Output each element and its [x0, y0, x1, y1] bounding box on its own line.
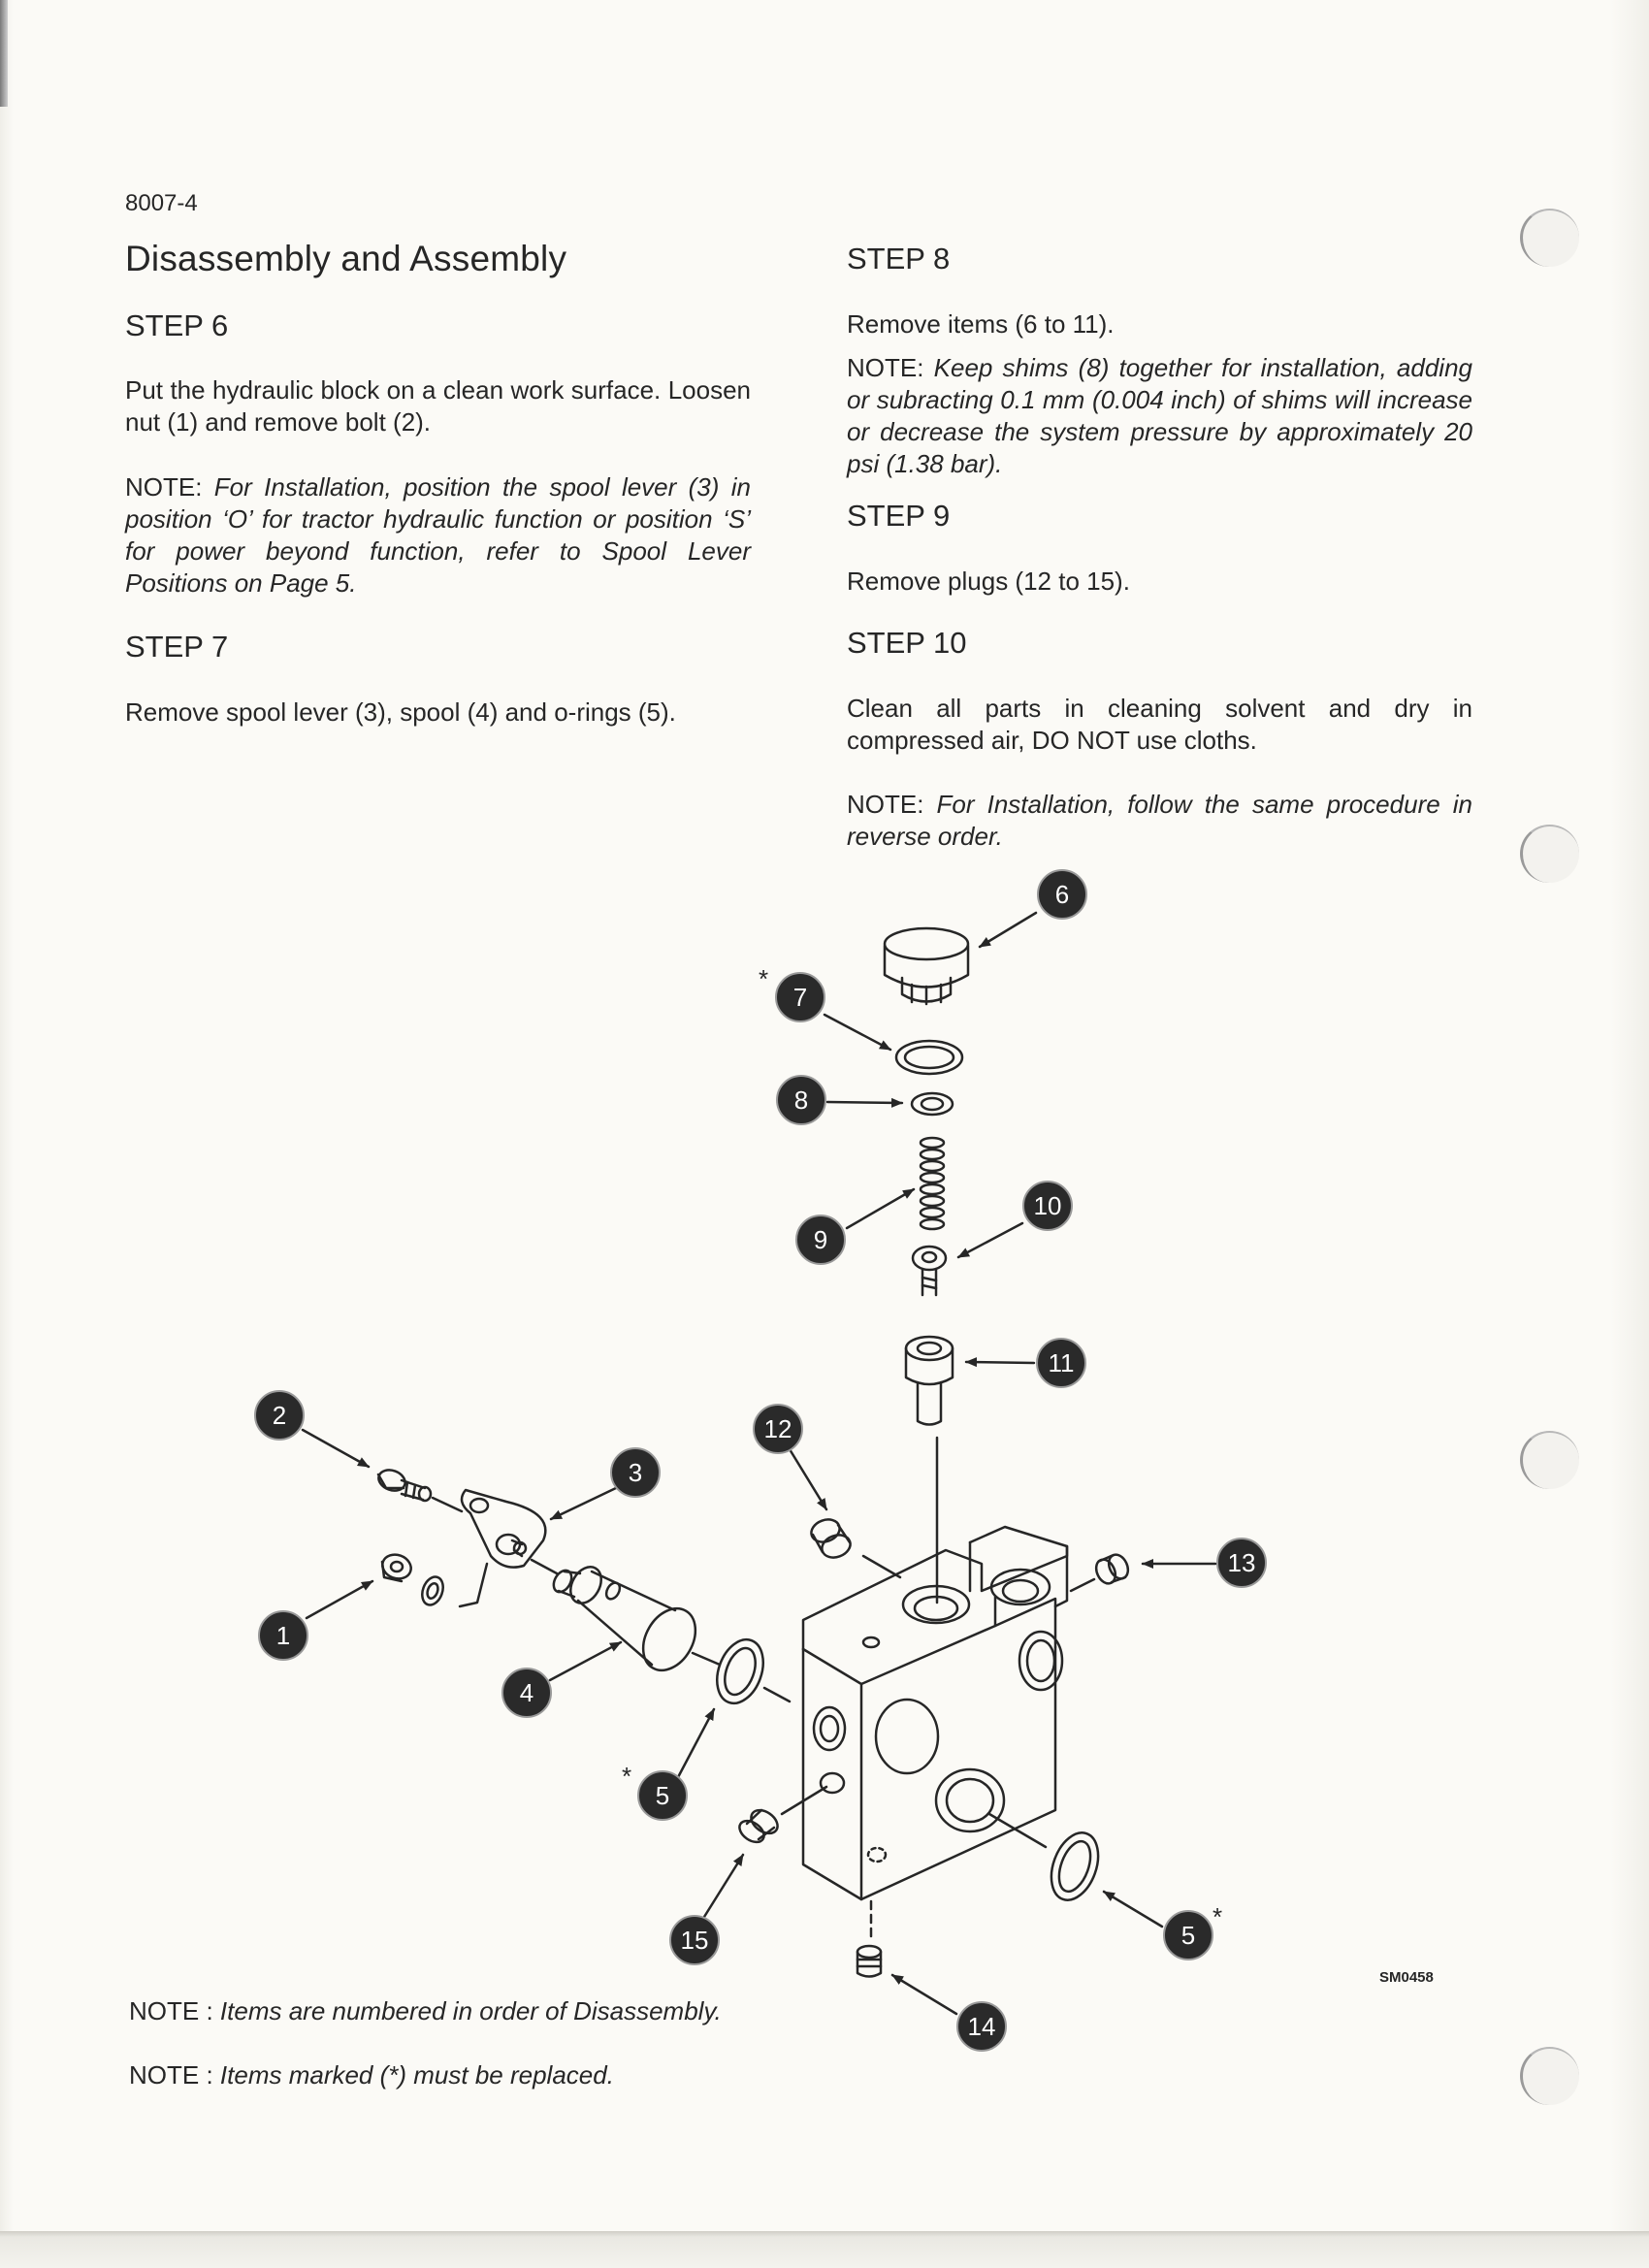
- leader-arrow: [704, 1855, 743, 1917]
- callout-badges: [255, 870, 1266, 2051]
- callout-11: [1037, 1339, 1085, 1387]
- callout-13-label: 13: [1227, 1548, 1256, 1577]
- callout-9-label: 9: [813, 1225, 828, 1254]
- leader-arrow: [1104, 1892, 1162, 1927]
- spool-part: [550, 1562, 706, 1680]
- cap-plug-part: [885, 928, 968, 1004]
- replace-marker-5-left: *: [622, 1762, 632, 1791]
- step-6-heading: STEP 6: [125, 308, 229, 342]
- step-7-heading: STEP 7: [125, 630, 229, 664]
- plug-14-part: [857, 1946, 881, 1977]
- leader-arrow: [847, 1189, 914, 1228]
- assembly-line: [693, 1653, 720, 1665]
- step-9-heading: STEP 9: [847, 499, 951, 533]
- callout-4-label: 4: [519, 1678, 534, 1707]
- callout-6-label: 6: [1054, 880, 1070, 909]
- plug-13-part: [1092, 1551, 1131, 1586]
- callout-10-label: 10: [1033, 1191, 1062, 1220]
- assembly-line: [433, 1498, 462, 1511]
- callout-7-label: 7: [792, 983, 808, 1012]
- replace-marker-5-right: *: [1212, 1902, 1223, 1931]
- callout-1-label: 1: [275, 1621, 291, 1650]
- bottom-note-1: [129, 1996, 722, 2026]
- step-9-text: Remove plugs (12 to 15).: [847, 567, 1130, 596]
- callout-8: [777, 1076, 825, 1124]
- plug-12-part: [808, 1516, 854, 1562]
- o-ring-5-left-part: [709, 1634, 772, 1710]
- callout-5-left-label: 5: [655, 1781, 670, 1810]
- leader-arrow: [551, 1487, 618, 1519]
- callout-5-left: [638, 1771, 687, 1820]
- leader-arrow: [307, 1581, 372, 1618]
- callout-15: [670, 1916, 719, 1964]
- leader-arrow: [958, 1223, 1022, 1257]
- callout-14: [957, 2002, 1006, 2051]
- note-text: For Installation, follow the same procedure in reverse order.: [847, 790, 1472, 851]
- figure-code: SM0458: [1379, 1969, 1434, 1986]
- callout-15-label: 15: [680, 1926, 709, 1955]
- callout-2-label: 2: [272, 1401, 287, 1430]
- step-10-heading: STEP 10: [847, 626, 967, 660]
- o-ring-5-right-part: [1043, 1827, 1107, 1907]
- bolt-part: [375, 1467, 431, 1501]
- leader-arrows: [303, 913, 1215, 2014]
- leader-arrow: [824, 1015, 890, 1050]
- note-label: NOTE:: [847, 790, 924, 819]
- nut-part: [379, 1551, 414, 1583]
- note-text: For Installation, position the spool lever (3) in position ‘O’ for tractor hydraulic function or position ‘S’ for power beyond function, refer to Spool Lever Positions on Page 5.: [125, 472, 751, 598]
- note-label: NOTE :: [129, 1996, 213, 2025]
- callout-7: [776, 973, 824, 1021]
- callout-12: [754, 1405, 802, 1453]
- bottom-note-2: [129, 2060, 614, 2090]
- note-text: Items marked (*) must be replaced.: [219, 2060, 614, 2090]
- leader-arrow: [892, 1975, 956, 2014]
- step-10-text: Clean all parts in cleaning solvent and dry in compressed air, DO NOT use cloths.: [847, 694, 1472, 755]
- note-text: Keep shims (8) together for installation, adding or subracting 0.1 mm (0.004 inch) of shims will increase or decrease the system pressure by approximately 20 psi (1.38 bar).: [847, 353, 1472, 478]
- note-text: Items are numbered in order of Disassembly.: [219, 1996, 722, 2025]
- poppet-part: [913, 1247, 946, 1295]
- callout-5-right-label: 5: [1180, 1921, 1196, 1950]
- leader-arrow: [980, 913, 1036, 947]
- callout-14-label: 14: [967, 2012, 996, 2041]
- callout-3: [611, 1448, 660, 1497]
- callout-4: [502, 1669, 551, 1717]
- callout-3-label: 3: [628, 1458, 643, 1487]
- shim-part: [912, 1093, 953, 1115]
- callout-8-label: 8: [793, 1085, 809, 1115]
- callout-6: [1038, 870, 1086, 919]
- callout-13: [1217, 1539, 1266, 1587]
- callout-2: [255, 1391, 304, 1440]
- callout-10: [1023, 1182, 1072, 1230]
- leader-arrow: [677, 1709, 714, 1779]
- spring-part: [921, 1138, 944, 1229]
- seat-part: [906, 1337, 953, 1425]
- replace-marker-7: *: [759, 964, 769, 993]
- assembly-line: [460, 1564, 487, 1606]
- page-number: 8007-4: [125, 190, 198, 216]
- spool-lever-part: [462, 1490, 545, 1568]
- callout-9: [796, 1215, 845, 1264]
- plug-15-part: [735, 1805, 782, 1846]
- leader-arrow: [966, 1362, 1034, 1363]
- step-7-text: Remove spool lever (3), spool (4) and o-rings (5).: [125, 697, 676, 727]
- hydraulic-block: [803, 1527, 1067, 1899]
- leader-arrow: [550, 1642, 621, 1680]
- washer-part: [418, 1573, 446, 1607]
- callout-5-right: [1164, 1911, 1212, 1960]
- callout-12-label: 12: [763, 1414, 792, 1443]
- step-8-text: Remove items (6 to 11).: [847, 309, 1115, 339]
- assembly-line: [532, 1560, 557, 1573]
- o-ring-part: [896, 1041, 962, 1074]
- assembly-line: [1071, 1579, 1094, 1591]
- note-label: NOTE:: [847, 353, 924, 382]
- callout-1: [259, 1611, 307, 1660]
- assembly-line: [863, 1556, 900, 1577]
- step-8-heading: STEP 8: [847, 242, 951, 275]
- leader-arrow: [303, 1430, 369, 1467]
- leader-arrow: [790, 1449, 826, 1509]
- step-6-text: Put the hydraulic block on a clean work surface. Loosen nut (1) and remove bolt (2).: [125, 375, 751, 437]
- assembly-line: [764, 1688, 790, 1701]
- section-title: Disassembly and Assembly: [125, 239, 567, 278]
- note-label: NOTE :: [129, 2060, 213, 2090]
- callout-11-label: 11: [1048, 1348, 1075, 1377]
- note-label: NOTE:: [125, 472, 203, 502]
- leader-arrow: [827, 1102, 902, 1103]
